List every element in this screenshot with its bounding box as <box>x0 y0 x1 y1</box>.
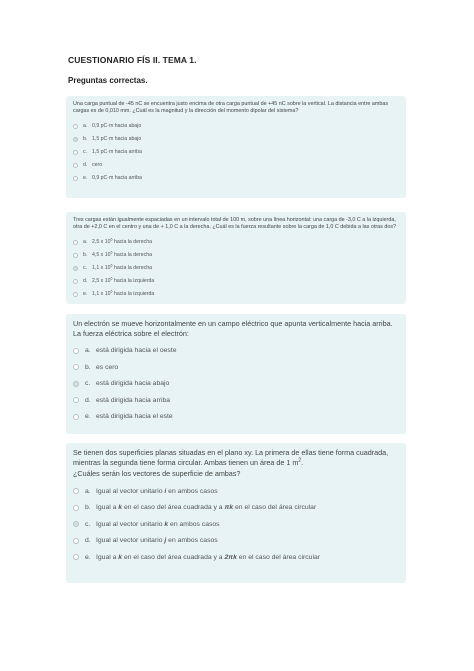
document-title: CUESTIONARIO FÍS II. TEMA 1. <box>68 55 197 65</box>
option-e[interactable] <box>73 172 399 185</box>
option-b[interactable] <box>73 133 399 146</box>
radio-button[interactable] <box>73 538 79 544</box>
option-c[interactable] <box>73 262 399 275</box>
radio-button[interactable] <box>73 348 79 354</box>
option-text: Igual a k en el caso del área cuadrada y a 2πk en el caso del área circular <box>96 553 321 561</box>
option-a[interactable] <box>73 342 399 359</box>
option-letter: e. <box>85 553 91 561</box>
option-d[interactable] <box>73 275 399 288</box>
option-text: 2,5 x $10^6$ hacia la izquierda <box>92 276 155 285</box>
option-letter: e. <box>85 413 91 421</box>
question-1-text: Una carga puntual de -45 nC se encuentra justo encima de otra carga puntual de +45 nC sobre la vertical. La distancia entre ambas cargas es de 0,010 mm. ¿Cuál es la magnitud y la dirección del momento dipolar del sistema? <box>73 101 389 115</box>
radio-button[interactable] <box>73 163 78 168</box>
question-2-text: Tres cargas están igualmente espaciadas en un intervalo total de 100 m, sobre una línea horizontal: una carga de -3,0 C a la izquierda, otra de +2,0 C en el centro y una de + 1,0 C a la derecha. ¿Cuál es la fuerza resultante sobre la carga de 1,0 C debida a las otras dos? <box>73 217 397 231</box>
radio-button[interactable] <box>73 505 79 511</box>
option-letter: c. <box>85 380 91 388</box>
radio-button[interactable] <box>73 124 78 129</box>
option-text: 0,9 pC·m hacia abajo <box>92 123 142 130</box>
option-text: está dirigida hacia el oeste <box>96 347 177 355</box>
option-d[interactable] <box>73 159 399 172</box>
option-letter: a. <box>85 347 91 355</box>
option-b[interactable] <box>73 359 399 376</box>
question-4 <box>66 443 406 583</box>
question-1-options <box>73 120 399 185</box>
option-e[interactable] <box>73 408 399 425</box>
option-b[interactable] <box>73 249 399 262</box>
option-text: está dirigida hacia el este <box>96 413 173 421</box>
option-letter: d. <box>83 162 88 169</box>
radio-button-selected[interactable] <box>73 521 79 527</box>
option-letter: c. <box>83 265 88 272</box>
option-letter: d. <box>83 278 88 285</box>
option-letter: b. <box>83 252 88 259</box>
option-a[interactable] <box>73 483 399 500</box>
option-e[interactable] <box>73 288 399 301</box>
option-letter: b. <box>85 363 91 371</box>
option-letter: b. <box>85 504 91 512</box>
radio-button[interactable] <box>73 279 78 284</box>
option-letter: e. <box>83 291 88 298</box>
option-letter: d. <box>85 396 91 404</box>
question-3-options <box>73 342 399 425</box>
radio-button[interactable] <box>73 554 79 560</box>
option-d[interactable] <box>73 533 399 550</box>
option-d[interactable] <box>73 392 399 409</box>
question-2 <box>66 212 406 304</box>
radio-button[interactable] <box>73 240 78 245</box>
option-e[interactable] <box>73 549 399 566</box>
question-1 <box>66 96 406 198</box>
option-text: 4,5 x $10^6$ hacia la derecha <box>92 250 153 259</box>
option-text: 1,5 pC·m hacia abajo <box>92 136 142 143</box>
option-text: Igual al vector unitario j en ambos casos <box>96 537 218 545</box>
option-text: está dirigida hacia abajo <box>96 380 170 388</box>
option-letter: e. <box>83 175 88 182</box>
question-4-options <box>73 483 399 566</box>
radio-button[interactable] <box>73 150 78 155</box>
option-text: 2,5 x $10^6$ hacia la derecha <box>92 237 153 246</box>
radio-button-selected[interactable] <box>73 381 79 387</box>
option-text: es cero <box>96 363 119 371</box>
option-letter: d. <box>85 537 91 545</box>
radio-button-selected[interactable] <box>73 137 78 142</box>
option-letter: a. <box>83 239 88 246</box>
option-letter: c. <box>83 149 88 156</box>
question-4-text: Se tienen dos superficies planas situadas en el plano xy. La primera de ellas tiene forma cuadrada, mientras la segunda tiene forma circular. Ambas tienen un área de 1 $m^2$. <box>73 448 389 467</box>
option-a[interactable] <box>73 236 399 249</box>
option-text: 1,1 x $10^6$ hacia la derecha <box>92 263 153 272</box>
option-text: 1,5 pC·m hacia arriba <box>92 149 142 156</box>
option-c[interactable] <box>73 516 399 533</box>
option-letter: b. <box>83 136 88 143</box>
radio-button[interactable] <box>73 397 79 403</box>
radio-button[interactable] <box>73 364 79 370</box>
option-letter: a. <box>83 123 88 130</box>
option-text: 1,1 x $10^6$ hacia la izquierda <box>92 289 155 298</box>
option-letter: a. <box>85 487 91 495</box>
radio-button[interactable] <box>73 414 79 420</box>
radio-button[interactable] <box>73 488 79 494</box>
radio-button[interactable] <box>73 253 78 258</box>
option-text: 0,9 pC·m hacia arriba <box>92 175 142 182</box>
option-letter: c. <box>85 520 91 528</box>
radio-button-selected[interactable] <box>73 266 78 271</box>
question-3-text: Un electrón se mueve horizontalmente en un campo eléctrico que apunta verticalmente hacia arriba. La fuerza eléctrica sobre el electrón: <box>73 319 393 338</box>
radio-button[interactable] <box>73 292 78 297</box>
option-text: cero <box>92 162 103 169</box>
option-b[interactable] <box>73 500 399 517</box>
option-a[interactable] <box>73 120 399 133</box>
radio-button[interactable] <box>73 176 78 181</box>
option-c[interactable] <box>73 375 399 392</box>
option-text: Igual a k en el caso del área cuadrada y a πk en el caso del área circular <box>96 504 317 512</box>
question-2-options <box>73 236 399 301</box>
option-text: Igual al vector unitario k en ambos casos <box>96 520 220 528</box>
option-c[interactable] <box>73 146 399 159</box>
question-3 <box>66 314 406 434</box>
option-text: está dirigida hacia arriba <box>96 396 171 404</box>
document-subtitle: Preguntas correctas. <box>68 76 148 85</box>
option-text: Igual al vector unitario i en ambos casos <box>96 487 218 495</box>
question-4-prompt: ¿Cuáles serán los vectores de superficie de ambas? <box>73 469 241 479</box>
